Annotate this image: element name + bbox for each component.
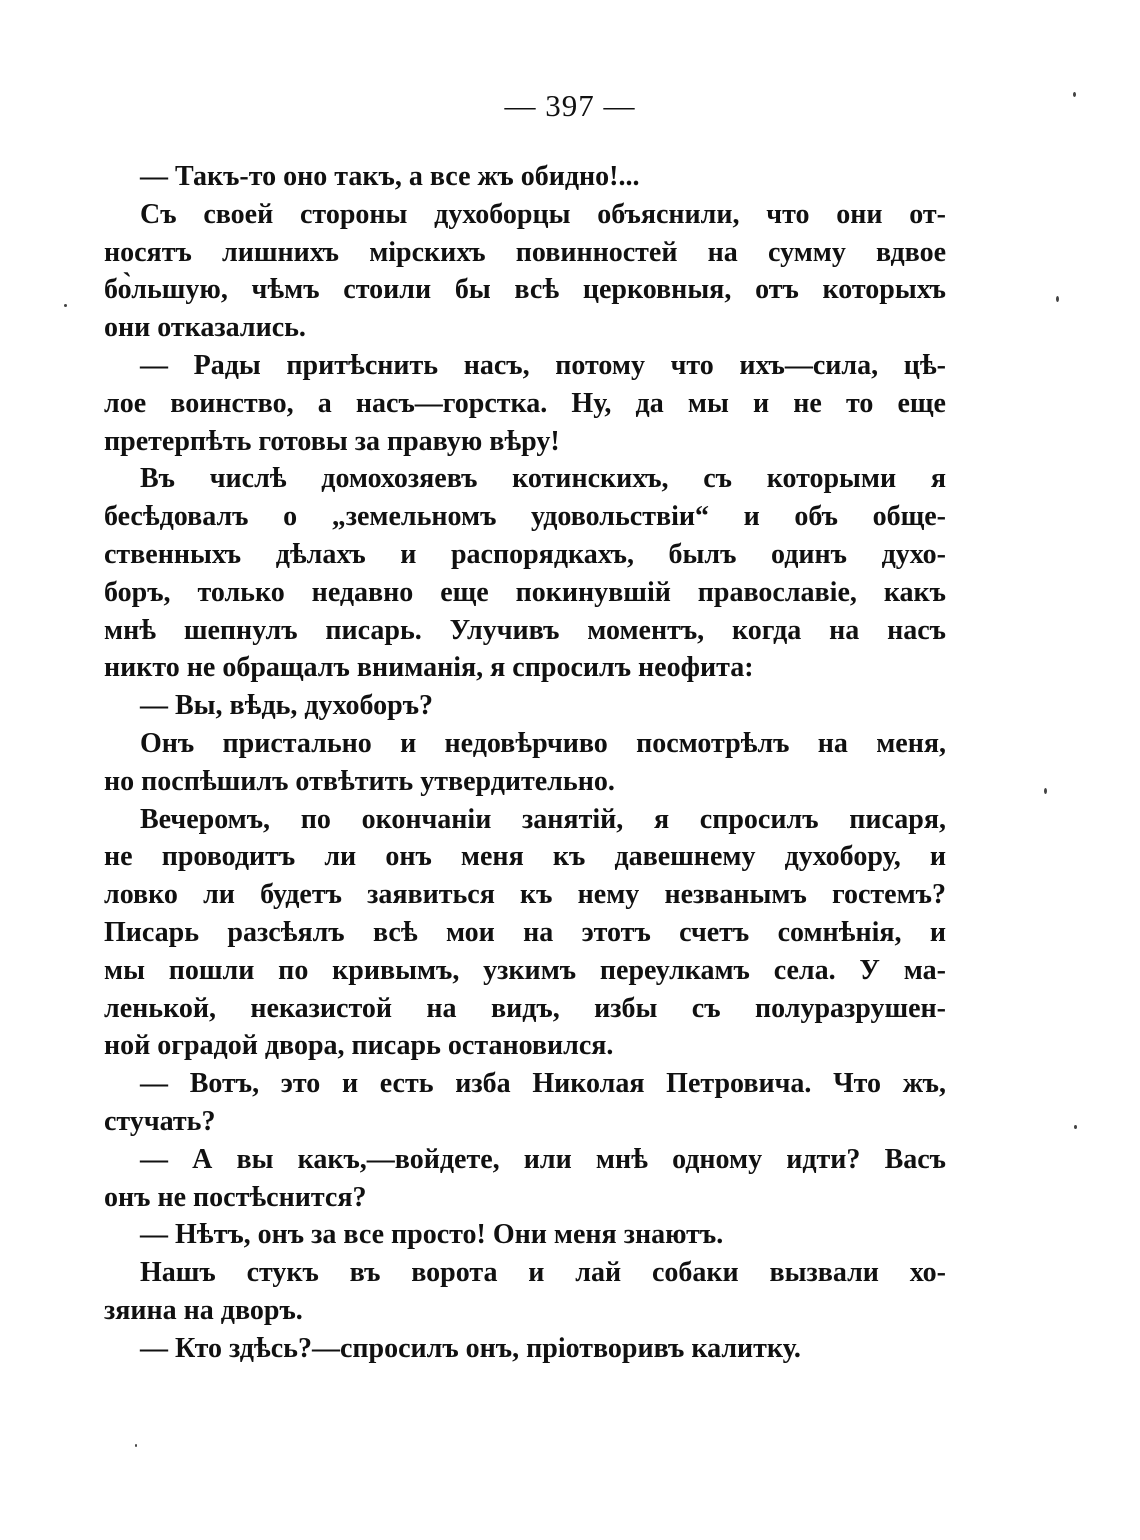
text-line: боръ, только недавно еще покинувшій православіе, какъ: [104, 576, 946, 608]
text-line: бо̀льшую, чѣмъ стоили бы всѣ церковныя, отъ которыхъ: [104, 274, 946, 306]
scan-speck: [64, 304, 67, 307]
scan-speck: [1044, 788, 1047, 794]
text-line: Вечеромъ, по окончаніи занятій, я спросилъ писаря,: [140, 803, 946, 835]
text-line: но поспѣшилъ отвѣтить утвердительно.: [104, 765, 615, 797]
text-line: Въ числѣ домохозяевъ котинскихъ, съ которыми я: [140, 463, 946, 495]
text-line: зяина на дворъ.: [104, 1294, 303, 1326]
text-line: Съ своей стороны духоборцы объяснили, что они от-: [140, 198, 946, 230]
scan-speck: [1056, 296, 1059, 302]
text-line: Писарь разсѣялъ всѣ мои на этотъ счетъ сомнѣнія, и: [104, 916, 946, 948]
text-line: ной оградой двора, писарь остановился.: [104, 1030, 614, 1062]
text-line: — Рады притѣснить насъ, потому что ихъ—сила, цѣ-: [140, 349, 946, 381]
text-line: стучать?: [104, 1105, 216, 1137]
text-line: — Нѣтъ, онъ за все просто! Они меня знаютъ.: [140, 1219, 724, 1251]
text-line: ственныхъ дѣлахъ и распорядкахъ, былъ одинъ духо-: [104, 538, 946, 570]
text-line: никто не обращалъ вниманія, я спросилъ неофита:: [104, 652, 754, 684]
text-line: Онъ пристально и недовѣрчиво посмотрѣлъ на меня,: [140, 727, 946, 759]
text-line: лое воинство, а насъ—горстка. Ну, да мы и не то еще: [104, 387, 946, 419]
text-line: — Вы, вѣдь, духоборъ?: [140, 690, 434, 722]
scan-speck: [1074, 1125, 1077, 1129]
text-line: Нашъ стукъ въ ворота и лай собаки вызвали хо-: [140, 1257, 946, 1289]
text-line: мнѣ шепнулъ писарь. Улучивъ моментъ, когда на насъ: [104, 614, 946, 646]
page-number: — 397 —: [504, 88, 636, 123]
text-line: мы пошли по кривымъ, узкимъ переулкамъ села. У ма-: [104, 954, 946, 986]
text-line: — Такъ-то оно такъ, а все жъ обидно!...: [140, 161, 640, 192]
page-text: [104, 158, 946, 1368]
text-line: ловко ли будетъ заявиться къ нему незванымъ гостемъ?: [104, 879, 946, 911]
scan-speck: [1073, 92, 1076, 97]
text-line: бесѣдовалъ о „земельномъ удовольствіи“ и объ обще-: [104, 501, 946, 533]
text-line: онъ не постѣснится?: [104, 1181, 367, 1213]
text-line: — Вотъ, это и есть изба Николая Петровича. Что жъ,: [140, 1068, 946, 1100]
text-line: — Кто здѣсь?—спросилъ онъ, пріотворивъ калитку.: [140, 1332, 801, 1364]
text-line: не проводитъ ли онъ меня къ давешнему духобору, и: [104, 841, 946, 873]
text-line: ленькой, неказистой на видъ, избы съ полуразрушен-: [104, 992, 946, 1024]
text-line: — А вы какъ,—войдете, или мнѣ одному идти? Васъ: [140, 1143, 946, 1175]
text-line: они отказались.: [104, 312, 306, 344]
text-line: претерпѣть готовы за правую вѣру!: [104, 425, 560, 457]
text-line: носятъ лишнихъ мірскихъ повинностей на сумму вдвое: [104, 236, 946, 268]
scan-speck: [135, 1444, 137, 1447]
